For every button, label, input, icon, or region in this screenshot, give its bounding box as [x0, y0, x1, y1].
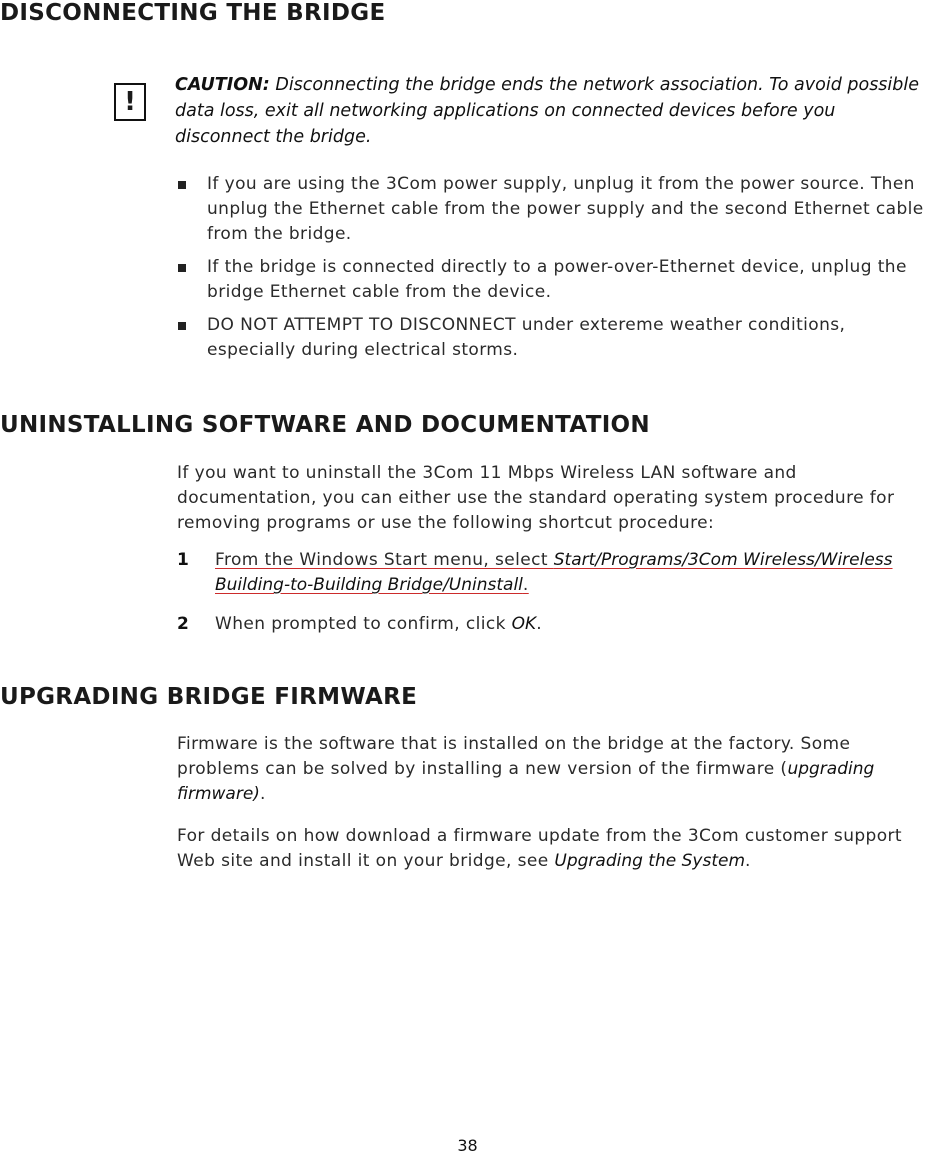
details-text: For details on how download a firmware update from the 3Com customer support Web site and install it on your bridge, see — [177, 826, 903, 871]
uninstall-path-link[interactable] — [215, 550, 893, 595]
uninstall-steps-list — [177, 548, 935, 651]
step-text: From the Windows Start menu, select — [215, 550, 554, 570]
firmware-text: Firmware is the software that is installed on the bridge at the factory. Some problems can be solved by installing a new version of the firmware ( — [177, 734, 851, 779]
step-number: 2 — [177, 614, 190, 634]
page-number: 38 — [457, 1136, 478, 1155]
menu-path: Start/Programs/3Com Wireless/Wireless Building-to-Building Bridge/Uninstall — [215, 550, 893, 595]
firmware-details-paragraph — [177, 824, 929, 874]
bullet-text: If you are using the 3Com power supply, unplug it from the power source. Then unplug the Ethernet cable from the power supply and the second Ethernet cable from the bridge. — [207, 174, 924, 244]
caution-text: Disconnecting the bridge ends the network association. To avoid possible data loss, exit all networking applications on connected devices before you disconnect the bridge. — [175, 75, 920, 147]
list-item — [177, 255, 932, 305]
step-end: . — [536, 614, 542, 634]
list-item — [177, 172, 932, 247]
disconnect-steps-list — [177, 172, 932, 371]
exclamation-icon: ! — [114, 83, 146, 121]
caution-label: CAUTION: — [175, 75, 270, 95]
details-text-end: . — [745, 851, 751, 871]
step-item — [177, 612, 935, 637]
bullet-text: DO NOT ATTEMPT TO DISCONNECT under extereme weather conditions, especially during electrical storms. — [207, 315, 846, 360]
list-item — [177, 313, 932, 363]
step-item — [177, 548, 935, 598]
section-title-upgrading: UPGRADING BRIDGE FIRMWARE — [0, 684, 418, 710]
step-number: 1 — [177, 550, 190, 570]
section-title-uninstalling: UNINSTALLING SOFTWARE AND DOCUMENTATION — [0, 412, 650, 438]
firmware-text-end: . — [259, 784, 266, 804]
bullet-icon — [178, 322, 186, 330]
bullet-icon — [178, 264, 186, 272]
firmware-paragraph — [177, 732, 929, 807]
upgrading-firmware-term: upgrading firmware) — [177, 759, 875, 804]
bullet-text: If the bridge is connected directly to a power-over-Ethernet device, unplug the bridge Ethernet cable from the device. — [207, 257, 907, 302]
ok-label: OK — [511, 614, 537, 634]
section-title-disconnecting: DISCONNECTING THE BRIDGE — [0, 0, 386, 26]
uninstall-intro: If you want to uninstall the 3Com 11 Mbps Wireless LAN software and documentation, you can either use the standard operating system procedure for removing programs or use the following shortcut procedure: — [177, 463, 895, 533]
step-text: When prompted to confirm, click — [215, 614, 512, 634]
step-end: . — [522, 575, 529, 595]
bullet-icon — [178, 181, 186, 189]
caution-note — [175, 72, 925, 150]
upgrading-system-reference: Upgrading the System — [554, 851, 746, 871]
